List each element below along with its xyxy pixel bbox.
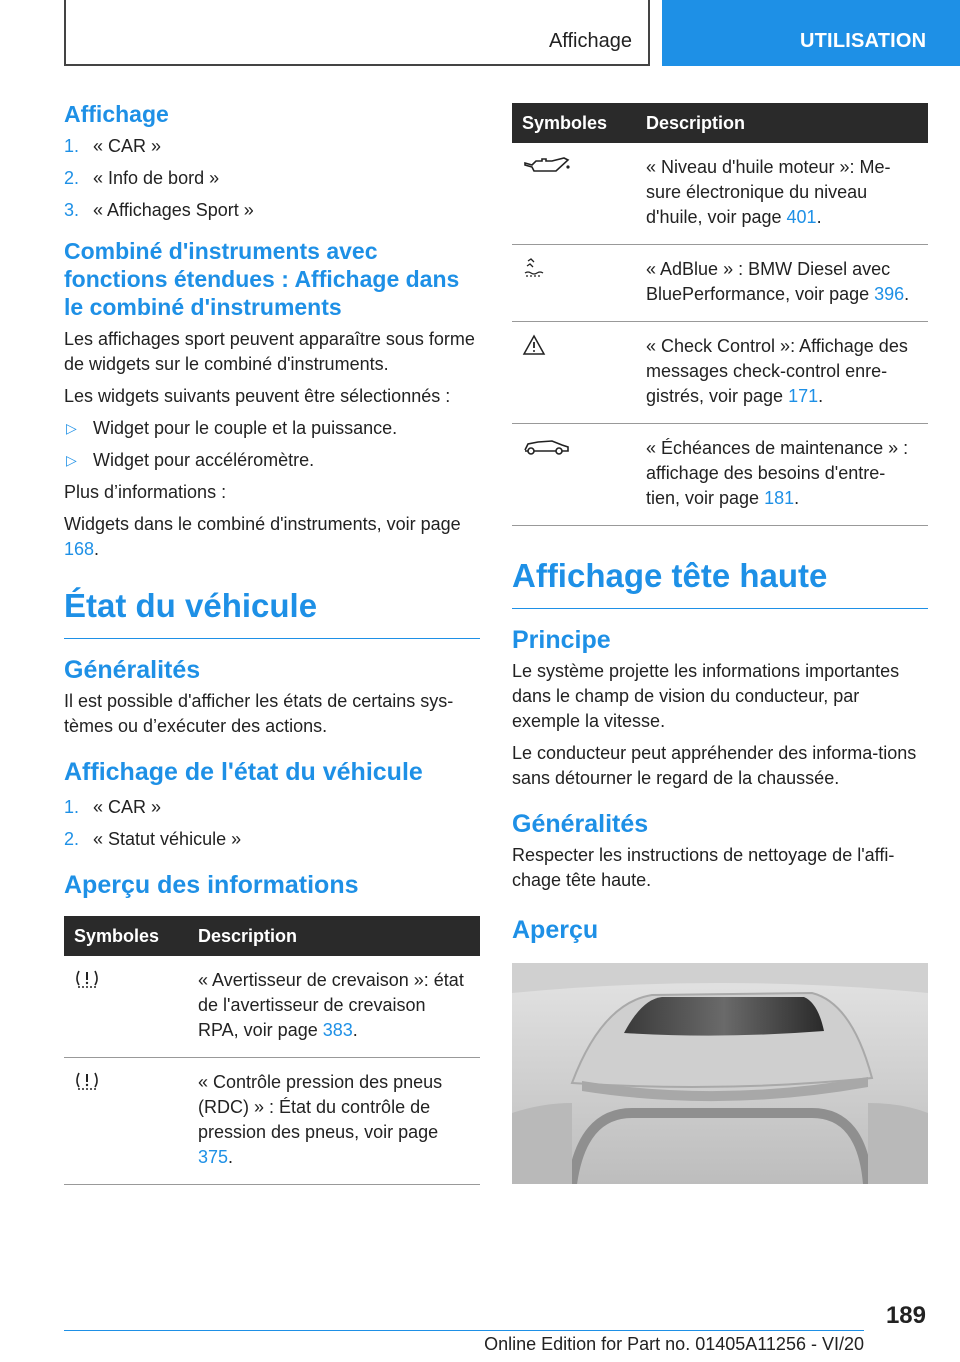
table-row: « Niveau d'huile moteur »: Me-sure électronique du niveau d'huile, voir page 401.	[512, 143, 928, 245]
page-link[interactable]: 375	[198, 1147, 229, 1167]
warning-triangle-icon	[522, 334, 546, 356]
column-header-symbols: Symboles	[512, 103, 636, 143]
list-item: 2. « Info de bord »	[64, 168, 220, 188]
combine-paragraph: Plus d’informations :	[64, 482, 227, 502]
column-header-description: Description	[188, 916, 480, 956]
page-link[interactable]: 401	[786, 207, 817, 227]
etat-steps	[64, 795, 480, 852]
hud-generalites-title: Généralités	[512, 810, 649, 838]
triangle-bullet-icon: ▷	[66, 452, 77, 468]
right-column	[512, 103, 928, 1184]
affichage-etat-title: Affichage de l'état du véhicule	[64, 758, 423, 786]
section-affichage-title: Affichage	[64, 101, 169, 127]
header-chapter-tab[interactable]: UTILISATION	[662, 0, 960, 66]
dashboard-illustration	[512, 963, 928, 1184]
footer-edition: Online Edition for Part no. 01405A11256 - VI/20	[484, 1334, 864, 1354]
etat-generalites-text: Il est possible d'afficher les états de certains sys-tèmes ou d’exécuter des actions.	[64, 691, 454, 736]
combine-paragraph: Les widgets suivants peuvent être sélectionnés :	[64, 386, 451, 406]
hud-apercu-title: Aperçu	[512, 916, 599, 944]
adblue-icon	[522, 257, 544, 279]
tire-pressure-warning-icon	[74, 968, 100, 990]
page-number: 189	[885, 1302, 926, 1329]
affichage-steps	[64, 134, 480, 223]
hud-principe-paragraph: Le conducteur peut appréhender des informa-tions sans détourner le regard de la chaussée.	[512, 743, 917, 788]
hud-principe-title: Principe	[512, 626, 611, 654]
page-link[interactable]: 383	[322, 1020, 353, 1040]
left-column	[64, 100, 480, 1185]
table-row: « Avertisseur de crevaison »: état de l'avertisseur de crevaison RPA, voir page 383.	[64, 956, 480, 1058]
etat-generalites-title: Généralités	[64, 656, 201, 684]
header-section-title: Affichage	[548, 30, 632, 52]
list-item: 3. « Affichages Sport »	[64, 200, 254, 220]
list-item: ▷ Widget pour le couple et la puissance.	[64, 416, 480, 441]
hud-principe-paragraph: Le système projette les informations importantes dans le champ de vision du conducteur, par exemple la vitesse.	[512, 661, 900, 731]
page-link[interactable]: 168	[64, 539, 95, 559]
page-link[interactable]: 171	[788, 386, 819, 406]
section-etat-title: État du véhicule	[64, 586, 480, 639]
column-header-symbols: Symboles	[64, 916, 188, 956]
head-up-display-photo	[512, 963, 928, 1184]
tire-pressure-warning-icon	[74, 1070, 100, 1092]
list-item: 1. « CAR »	[64, 136, 162, 156]
list-item: ▷ Widget pour accéléromètre.	[64, 448, 480, 473]
service-car-icon	[522, 436, 572, 458]
section-hud-title: Affichage tête haute	[512, 556, 928, 609]
column-header-description: Description	[636, 103, 928, 143]
oil-can-icon	[522, 155, 572, 177]
table-row: « Contrôle pression des pneus (RDC) » : État du contrôle de pression des pneus, voir page 375.	[64, 1058, 480, 1185]
widget-list	[64, 416, 480, 473]
table-header-row	[512, 103, 928, 143]
footer-divider	[64, 1330, 864, 1331]
apercu-informations-title: Aperçu des informations	[64, 871, 359, 899]
table-header-row	[64, 916, 480, 956]
table-row: « Échéances de maintenance » : affichage des besoins d'entre-tien, voir page 181.	[512, 424, 928, 526]
section-combine-title: Combiné d'instruments avec fonctions étendues : Affichage dans le combiné d'instruments	[64, 238, 460, 320]
list-item: 1. « CAR »	[64, 797, 162, 817]
triangle-bullet-icon: ▷	[66, 420, 77, 436]
combine-paragraph: Widgets dans le combiné d'instruments, voir page 168.	[64, 514, 461, 559]
symbols-table	[512, 103, 928, 526]
header-frame	[64, 0, 650, 66]
symbols-table	[64, 916, 480, 1185]
page-link[interactable]: 181	[764, 488, 795, 508]
page-link[interactable]: 396	[874, 284, 905, 304]
table-row: « Check Control »: Affichage des messages check-control enre-gistrés, voir page 171.	[512, 322, 928, 424]
combine-paragraph: Les affichages sport peuvent apparaître sous forme de widgets sur le combiné d'instruments.	[64, 329, 475, 374]
table-row: « AdBlue » : BMW Diesel avec BluePerformance, voir page 396.	[512, 245, 928, 322]
hud-generalites-text: Respecter les instructions de nettoyage de l'affi-chage tête haute.	[512, 845, 895, 890]
list-item: 2. « Statut véhicule »	[64, 829, 242, 849]
